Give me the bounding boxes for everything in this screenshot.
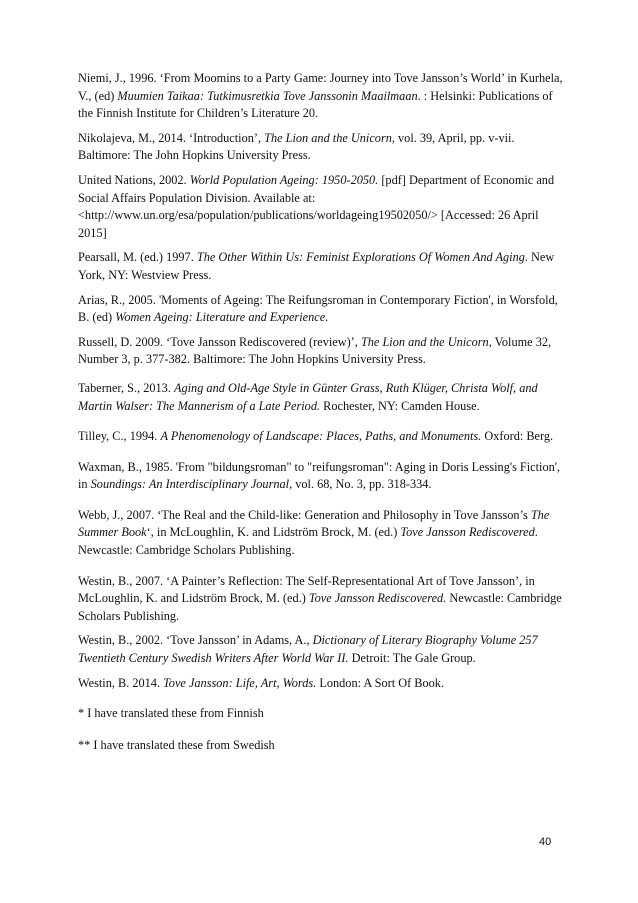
translation-note-swedish: ** I have translated these from Swedish <box>78 737 275 752</box>
reference-text: Webb, J., 2007. ‘The Real and the Child-like: Generation and Philosophy in Tove Jansson’s <box>78 507 531 522</box>
reference-entry <box>78 675 570 693</box>
reference-text: Newcastle: Cambridge Scholars Publishing. <box>78 591 562 623</box>
reference-title: Tove Jansson Rediscovered <box>400 525 535 540</box>
reference-text: , vol. 68, No. 3, pp. 318-334. <box>289 477 432 492</box>
reference-text: London: A Sort Of Book. <box>316 675 445 690</box>
reference-title: A Phenomenology of Landscape: Places, Paths, and Monuments. <box>160 429 482 444</box>
page-number: 40 <box>539 836 552 848</box>
reference-text: United Nations, 2002. <box>78 172 190 187</box>
reference-entry <box>78 334 570 369</box>
reference-text: Niemi, J., 1996. ‘From Moomins to a Party Game: Journey into Tove Jansson’s World’ in Kurhela, V., (ed) <box>78 71 563 103</box>
reference-title: The Lion and the Unicorn, <box>264 130 395 145</box>
reference-text: Russell, D. 2009. ‘Tove Jansson Rediscovered (review)’, <box>78 334 361 349</box>
reference-title: The Other Within Us: Feminist Explorations Of Women And Aging <box>196 250 525 265</box>
reference-text: . <box>325 310 329 325</box>
reference-text: . New York, NY: Westview Press. <box>78 250 555 282</box>
reference-text: Nikolajeva, M., 2014. ‘Introduction’, <box>78 130 265 145</box>
reference-title: The Lion and the Unicorn <box>360 334 489 349</box>
reference-text: Westin, B. 2014. <box>78 675 164 690</box>
reference-text: . : Helsinki: Publications of the Finnish Institute for Children’s Literature 20. <box>78 88 553 121</box>
reference-text: ‘, in McLoughlin, K. and Lidström Brock, M. (ed.) <box>146 525 401 540</box>
reference-text: Detroit: The Gale Group. <box>348 651 476 666</box>
reference-text: [pdf] Department of Economic and Social Affairs Population Division. Available at: <http://www.un.org/esa/population/publications/worldageing19502050/> [Accessed: 26 April 2015] <box>78 172 555 240</box>
reference-entry <box>78 292 570 327</box>
reference-title: The Summer Book <box>78 507 550 540</box>
reference-text: Waxman, B., 1985. 'From "bildungsroman" to "reifungsroman": Aging in Doris Lessing's Fiction', in <box>78 459 561 492</box>
reference-entry <box>78 507 570 560</box>
reference-text: Oxford: Berg. <box>481 429 554 444</box>
reference-text: , Volume 32, Number 3, p. 377-382. Baltimore: The John Hopkins University Press. <box>78 334 552 367</box>
reference-text: Taberner, S., 2013. <box>78 380 174 395</box>
reference-text: Westin, B., 2002. ‘Tove Jansson’ in Adams, A., <box>78 633 313 648</box>
reference-text: Arias, R., 2005. 'Moments of Ageing: The Reifungsroman in Contemporary Fiction', in Worsfold, B. (ed) <box>78 292 558 325</box>
reference-text: Tilley, C., 1994. <box>78 429 161 444</box>
reference-title: Women Ageing: Literature and Experience <box>115 310 326 325</box>
reference-title: Soundings: An Interdisciplinary Journal <box>90 477 290 492</box>
reference-entry <box>78 249 570 284</box>
reference-entry <box>78 573 570 626</box>
reference-entry <box>78 428 570 446</box>
reference-entry <box>78 172 570 242</box>
reference-text: Westin, B., 2007. ‘A Painter’s Reflection: The Self-Representational Art of Tove Jansson’, in McLoughlin, K. and Lidström Brock, M. (ed.) <box>78 573 535 606</box>
reference-entry <box>78 632 570 667</box>
reference-title: Tove Jansson: Life, Art, Words. <box>163 675 317 690</box>
reference-text: . Newcastle: Cambridge Scholars Publishing. <box>78 525 538 558</box>
reference-title: World Population Ageing: 1950-2050. <box>189 172 379 187</box>
reference-title: Tove Jansson Rediscovered. <box>308 591 447 606</box>
translation-note-finnish: * I have translated these from Finnish <box>78 706 264 721</box>
reference-entry <box>78 130 570 165</box>
reference-entry <box>78 459 570 494</box>
reference-title: Aging and Old-Age Style in Günter Grass, Ruth Klüger, Christa Wolf, and Martin Walser: The Mannerism of a Late Period. <box>78 380 538 413</box>
reference-text: Pearsall, M. (ed.) 1997. <box>78 250 197 265</box>
reference-entry <box>78 380 570 415</box>
reference-list <box>78 70 570 754</box>
reference-title: Muumien Taikaa: Tutkimusretkia Tove Janssonin Maailmaan <box>117 88 418 103</box>
reference-text: Rochester, NY: Camden House. <box>320 398 480 413</box>
reference-title: Dictionary of Literary Biography Volume 257 Twentieth Century Swedish Writers After World War II. <box>78 633 538 666</box>
reference-entry <box>78 70 570 123</box>
reference-text: vol. 39, April, pp. v-vii. Baltimore: The John Hopkins University Press. <box>78 130 515 163</box>
